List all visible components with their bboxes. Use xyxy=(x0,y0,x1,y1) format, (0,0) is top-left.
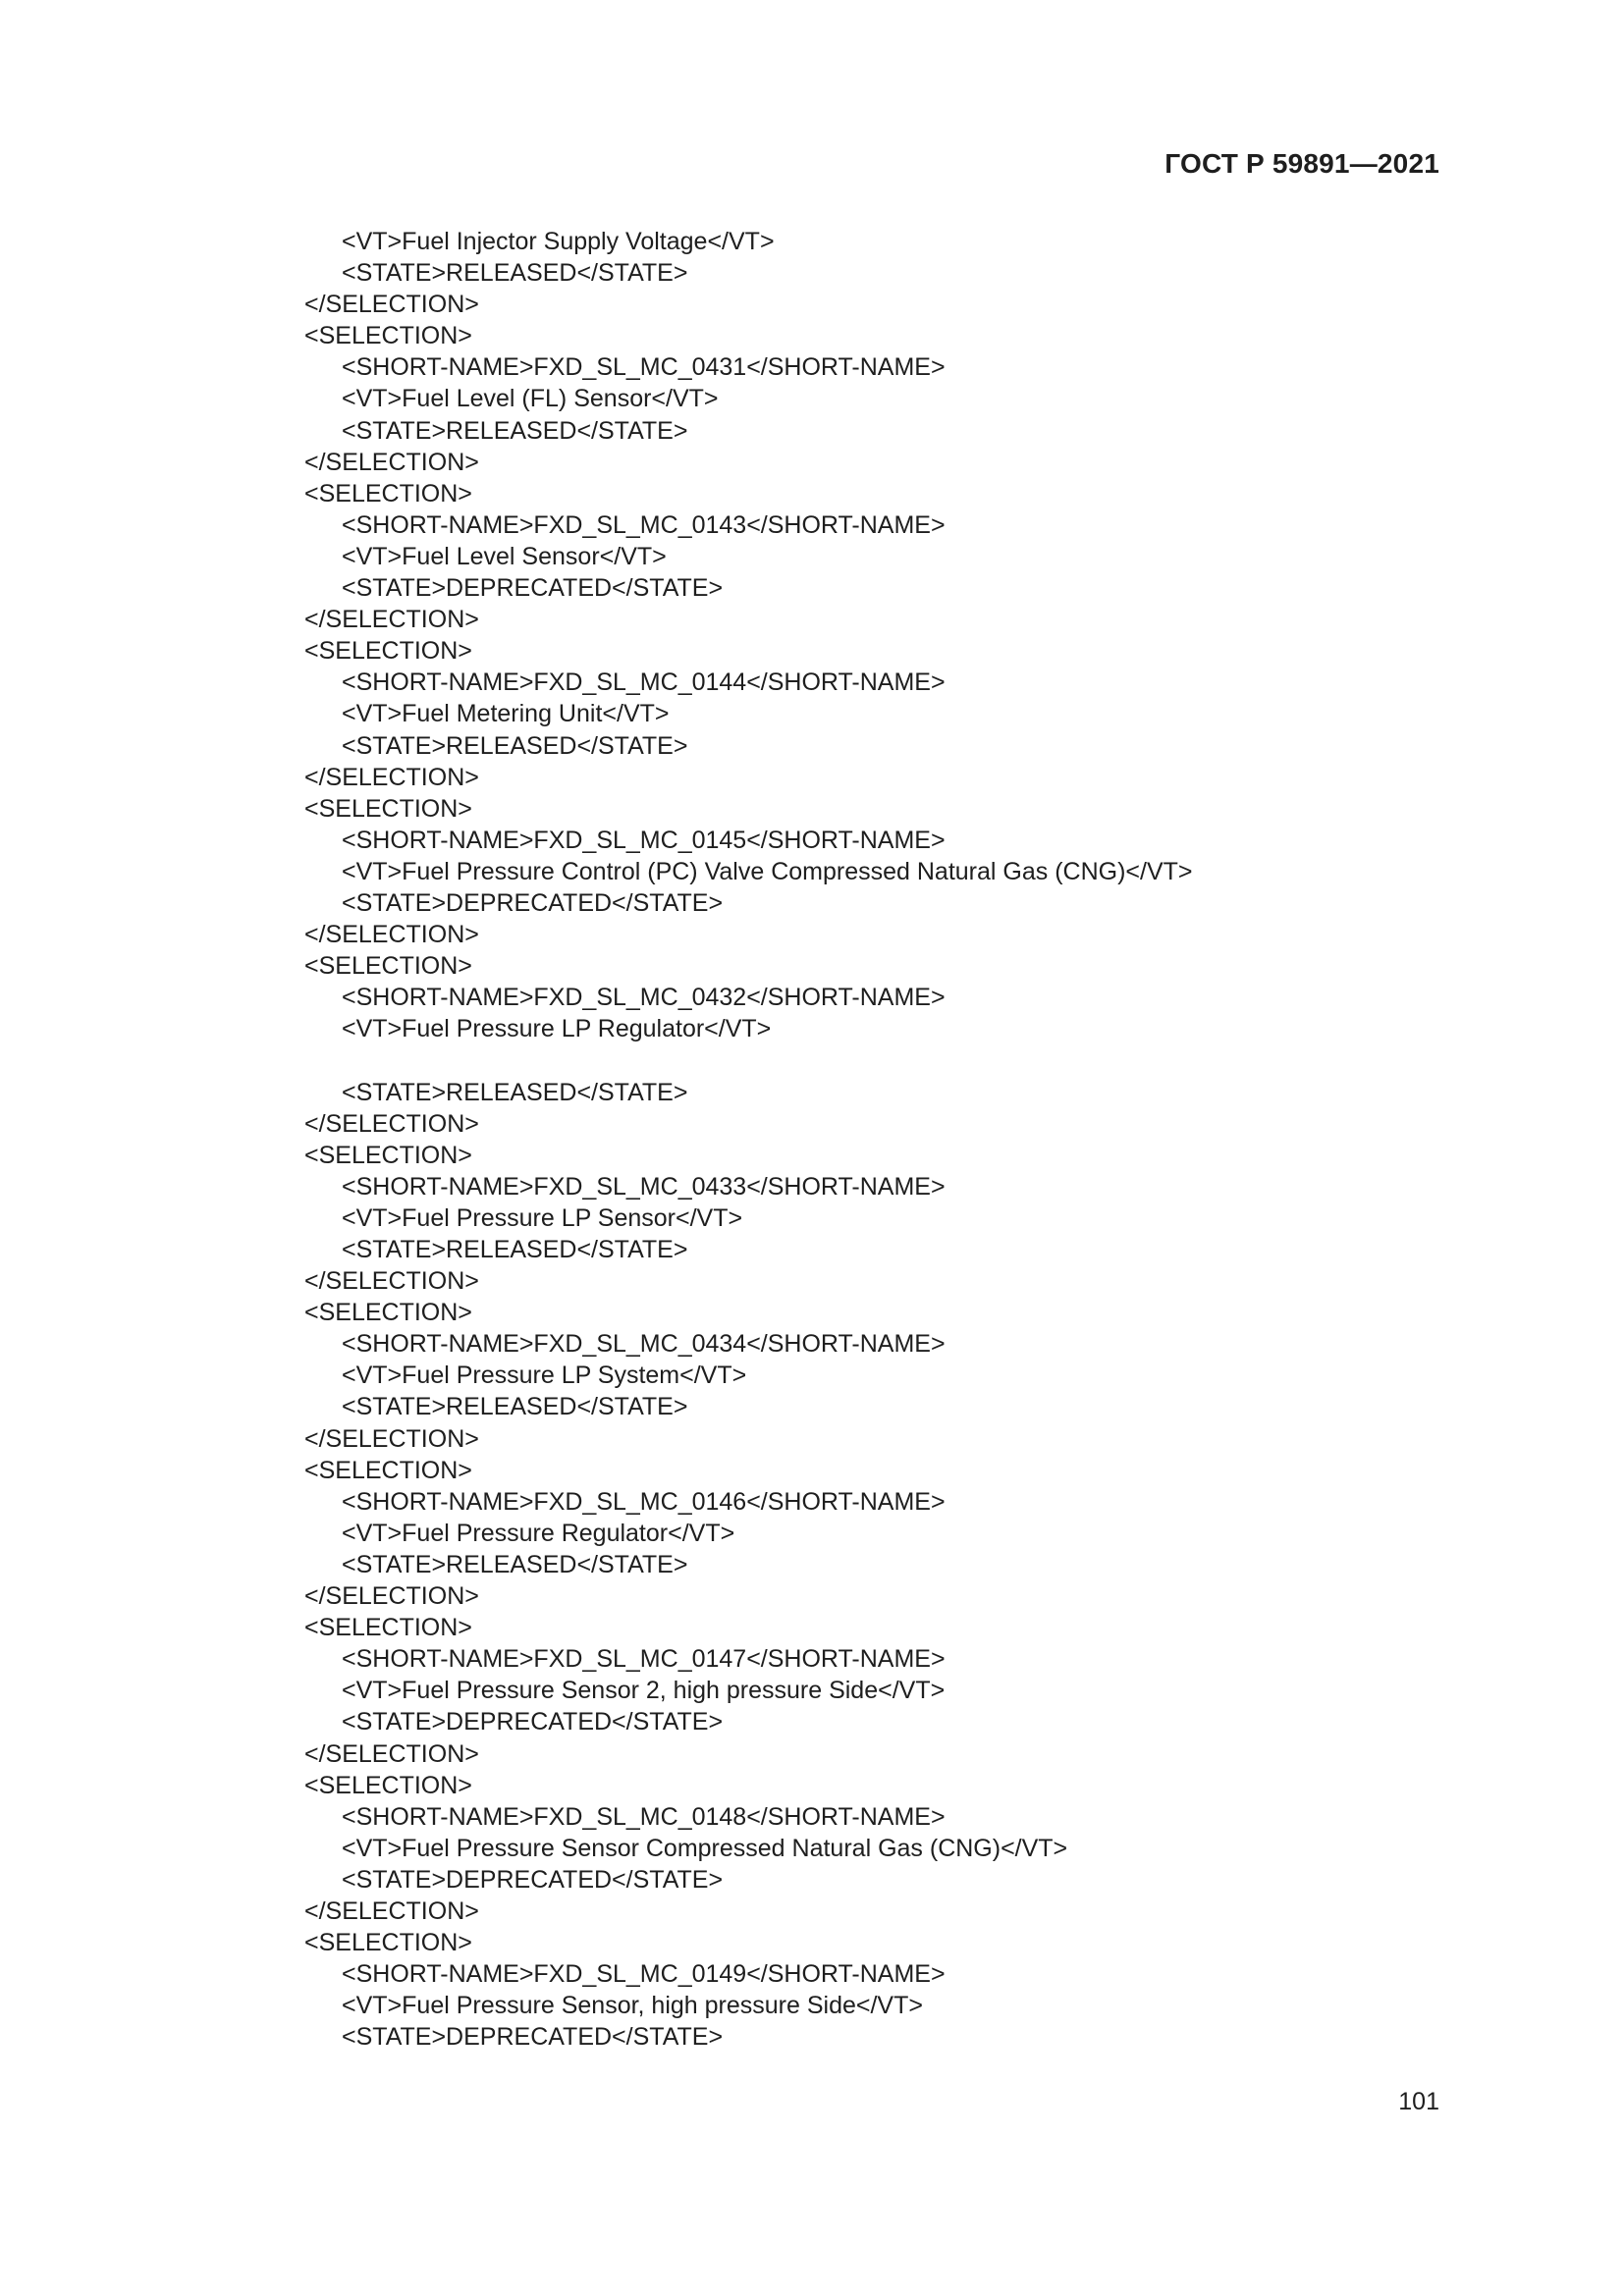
code-line: <SELECTION> xyxy=(304,1456,472,1484)
code-line: <VT>Fuel Pressure LP Regulator</VT> xyxy=(342,1015,772,1043)
code-line: </SELECTION> xyxy=(304,1109,479,1138)
code-line: </SELECTION> xyxy=(304,1896,479,1925)
code-line: <SELECTION> xyxy=(304,1299,472,1327)
code-line: <STATE>RELEASED</STATE> xyxy=(342,1550,688,1578)
code-line: <STATE>RELEASED</STATE> xyxy=(342,1078,688,1106)
code-line: </SELECTION> xyxy=(304,291,479,319)
code-line: <SELECTION> xyxy=(304,637,472,666)
xml-code-listing xyxy=(304,226,1434,2053)
code-line: <STATE>RELEASED</STATE> xyxy=(342,1236,688,1263)
code-line: <VT>Fuel Pressure Sensor 2, high pressure Side</VT> xyxy=(342,1677,946,1705)
code-line: <SHORT-NAME>FXD_SL_MC_0143</SHORT-NAME> xyxy=(342,510,946,539)
code-line: <SELECTION> xyxy=(304,794,472,823)
code-line: <SHORT-NAME>FXD_SL_MC_0144</SHORT-NAME> xyxy=(342,668,946,697)
code-line: <SHORT-NAME>FXD_SL_MC_0145</SHORT-NAME> xyxy=(342,826,946,854)
code-line: </SELECTION> xyxy=(304,1582,479,1611)
code-line: <STATE>DEPRECATED</STATE> xyxy=(342,1708,724,1736)
code-line: <VT>Fuel Pressure Regulator</VT> xyxy=(342,1519,735,1547)
code-line: <STATE>RELEASED</STATE> xyxy=(342,416,688,445)
code-line: <STATE>DEPRECATED</STATE> xyxy=(342,1865,724,1894)
code-line: <VT>Fuel Level Sensor</VT> xyxy=(342,542,667,570)
page-number: 101 xyxy=(1398,2088,1439,2115)
code-line: <SELECTION> xyxy=(304,479,472,507)
code-line: <VT>Fuel Pressure Control (PC) Valve Compressed Natural Gas (CNG)</VT> xyxy=(342,857,1193,885)
code-line: </SELECTION> xyxy=(304,1739,479,1768)
code-line: <SHORT-NAME>FXD_SL_MC_0146</SHORT-NAME> xyxy=(342,1487,946,1516)
code-line: <VT>Fuel Injector Supply Voltage</VT> xyxy=(342,228,775,255)
code-line: <SHORT-NAME>FXD_SL_MC_0148</SHORT-NAME> xyxy=(342,1802,946,1831)
code-line: <VT>Fuel Pressure Sensor, high pressure Side</VT> xyxy=(342,1992,923,2020)
code-line: <SELECTION> xyxy=(304,1141,472,1169)
code-line: <SELECTION> xyxy=(304,322,472,350)
code-line: <STATE>RELEASED</STATE> xyxy=(342,731,688,760)
code-line: <SELECTION> xyxy=(304,952,472,981)
code-line: </SELECTION> xyxy=(304,1424,479,1453)
code-line: <VT>Fuel Level (FL) Sensor</VT> xyxy=(342,385,719,413)
code-line: </SELECTION> xyxy=(304,448,479,476)
code-line: <VT>Fuel Pressure LP Sensor</VT> xyxy=(342,1203,743,1232)
code-line: <STATE>RELEASED</STATE> xyxy=(342,259,688,288)
document-header: ГОСТ Р 59891—2021 xyxy=(1164,148,1439,179)
code-line: <SELECTION> xyxy=(304,1614,472,1642)
code-line: <STATE>DEPRECATED</STATE> xyxy=(342,888,724,917)
code-line: <SELECTION> xyxy=(304,1771,472,1799)
code-line: <VT>Fuel Pressure Sensor Compressed Natural Gas (CNG)</VT> xyxy=(342,1834,1068,1862)
code-line: </SELECTION> xyxy=(304,1267,479,1296)
code-line: <STATE>RELEASED</STATE> xyxy=(342,1393,688,1421)
code-line: </SELECTION> xyxy=(304,606,479,634)
code-line: <STATE>DEPRECATED</STATE> xyxy=(342,2023,724,2052)
code-line: <SHORT-NAME>FXD_SL_MC_0147</SHORT-NAME> xyxy=(342,1645,946,1674)
code-line: <SELECTION> xyxy=(304,1929,472,1957)
code-line: <SHORT-NAME>FXD_SL_MC_0434</SHORT-NAME> xyxy=(342,1330,946,1359)
code-line: <SHORT-NAME>FXD_SL_MC_0149</SHORT-NAME> xyxy=(342,1960,946,1989)
code-line: <VT>Fuel Pressure LP System</VT> xyxy=(342,1362,747,1390)
blank-line xyxy=(304,1044,1434,1076)
code-line: <SHORT-NAME>FXD_SL_MC_0432</SHORT-NAME> xyxy=(342,984,946,1012)
code-line: <SHORT-NAME>FXD_SL_MC_0431</SHORT-NAME> xyxy=(342,353,946,382)
code-line: <SHORT-NAME>FXD_SL_MC_0433</SHORT-NAME> xyxy=(342,1172,946,1201)
code-line: <VT>Fuel Metering Unit</VT> xyxy=(342,700,670,728)
code-line: <STATE>DEPRECATED</STATE> xyxy=(342,574,724,603)
code-line: </SELECTION> xyxy=(304,921,479,949)
code-line: </SELECTION> xyxy=(304,763,479,791)
